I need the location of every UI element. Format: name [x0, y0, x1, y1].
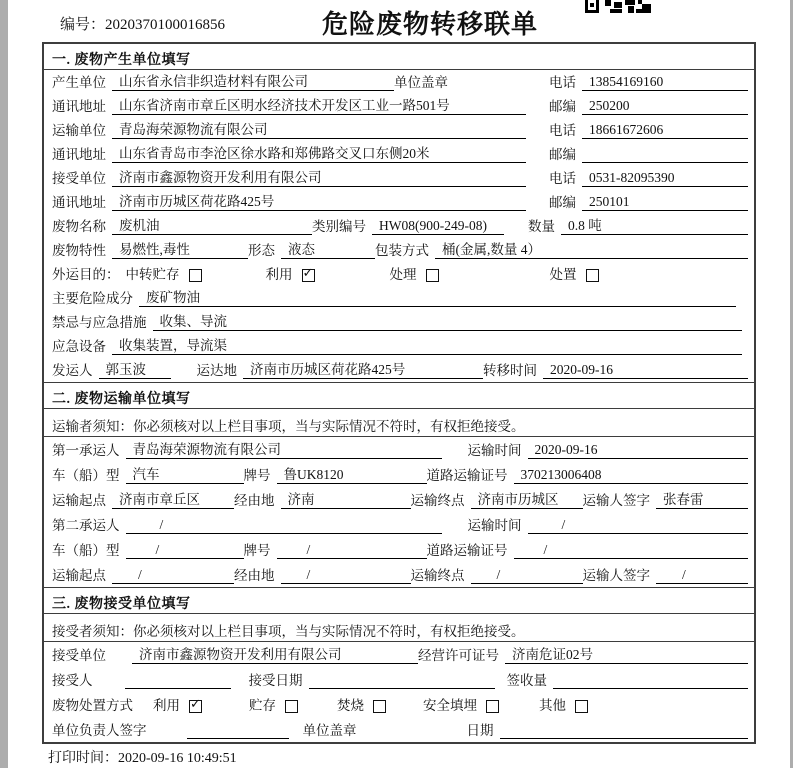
field-value: 收集、导流 — [153, 314, 743, 331]
checkbox-option — [153, 698, 249, 714]
section-2-header: 二. 废物运输单位填写 — [44, 383, 754, 409]
form-row — [44, 142, 754, 166]
section-3-header: 三. 废物接受单位填写 — [44, 588, 754, 614]
field-label: 主要危险成分 — [52, 291, 133, 306]
form-row — [44, 286, 754, 310]
field-label: 产生单位 — [52, 75, 106, 90]
checkbox-unchecked-icon — [189, 269, 202, 282]
field-value: 370213006408 — [514, 467, 749, 484]
checkbox-option — [423, 698, 539, 714]
checkbox-option — [539, 698, 748, 714]
section-2 — [44, 382, 754, 587]
field-value: 废矿物油 — [139, 290, 736, 307]
page-left-margin — [0, 0, 8, 768]
field-label: 运输起点 — [52, 568, 106, 583]
field-value — [500, 723, 749, 739]
field-value: 青岛海荣源物流有限公司 — [112, 122, 526, 139]
check-mark-icon: ✓ — [190, 696, 201, 712]
field-value: / — [656, 567, 748, 584]
field-value: / — [277, 542, 427, 559]
form-row — [44, 238, 754, 262]
field-value: / — [112, 567, 234, 584]
field-value: / — [514, 542, 749, 559]
form-row — [44, 667, 754, 692]
field-label: 外运目的： — [52, 267, 120, 282]
field-label: 废物特性 — [52, 243, 106, 258]
checkbox-unchecked-icon — [575, 700, 588, 713]
field-value: / — [281, 567, 411, 584]
field-label: 转移时间 — [483, 363, 537, 378]
form-row — [44, 70, 754, 94]
scrollbar-track[interactable] — [790, 0, 793, 768]
checkbox-option — [550, 267, 749, 283]
section-3-notice: 接受者须知：你必须核对以上栏目事项，当与实际情况不符时，有权拒绝接受。 — [44, 614, 754, 642]
section-1-header: 一. 废物产生单位填写 — [44, 44, 754, 70]
qr-code-fragment — [585, 0, 651, 13]
field-label: 日期 — [466, 723, 494, 738]
field-label: 道路运输证号 — [426, 543, 508, 558]
field-value: 收集装置，导流渠 — [112, 338, 742, 355]
checkbox-unchecked-icon — [586, 269, 599, 282]
checkbox-label: 利用 — [265, 267, 293, 282]
checkbox-unchecked-icon — [426, 269, 439, 282]
field-label: 签收量 — [506, 673, 547, 688]
field-value: 250200 — [582, 98, 748, 115]
form-row — [44, 118, 754, 142]
checkbox-label: 贮存 — [249, 698, 276, 713]
checkbox-option — [337, 698, 423, 714]
field-label: 运输单位 — [52, 123, 106, 138]
section-2-notice: 运输者须知：你必须核对以上栏目事项，当与实际情况不符时，有权拒绝接受。 — [44, 409, 754, 437]
field-label: 牌号 — [243, 468, 271, 483]
field-label: 电话 — [549, 123, 576, 138]
field-value — [187, 723, 289, 739]
field-value — [309, 673, 495, 689]
field-label: 通讯地址 — [52, 147, 106, 162]
field-label: 运输人签字 — [582, 568, 650, 583]
form-row — [44, 487, 754, 512]
field-value: 山东省永信非织造材料有限公司 — [112, 74, 394, 91]
field-label: 运达地 — [196, 363, 237, 378]
field-label: 单位负责人签字 — [52, 723, 147, 738]
field-label: 邮编 — [549, 99, 576, 114]
field-value: 13854169160 — [582, 74, 748, 91]
field-label: 邮编 — [549, 195, 576, 210]
field-value: 山东省青岛市李沧区徐水路和郑佛路交叉口东侧20米 — [112, 146, 526, 163]
field-value: 250101 — [582, 194, 748, 211]
field-value: 郭玉波 — [99, 362, 171, 379]
field-value: 山东省济南市章丘区明水经济技术开发区工业一路501号 — [112, 98, 526, 115]
field-label: 包装方式 — [375, 243, 429, 258]
field-value: 液态 — [281, 242, 375, 259]
field-label: 接受单位 — [52, 648, 106, 663]
form-row — [44, 262, 754, 286]
field-value: 济南市章丘区 — [112, 492, 234, 509]
section-3 — [44, 587, 754, 742]
field-label: 接受日期 — [248, 673, 303, 688]
field-value: 2020-09-16 — [528, 442, 749, 459]
checkbox-unchecked-icon — [373, 700, 386, 713]
field-label: 电话 — [549, 75, 576, 90]
check-mark-icon: ✓ — [302, 265, 314, 281]
checkbox-unchecked-icon — [285, 700, 298, 713]
field-label: 应急设备 — [52, 339, 106, 354]
field-value — [553, 673, 748, 689]
field-label: 数量 — [528, 219, 555, 234]
field-value: 济南市历城区 — [471, 492, 583, 509]
static-label: 单位盖章 — [302, 723, 357, 738]
manifest-form — [42, 42, 756, 744]
form-row — [44, 642, 754, 667]
field-value: 0531-82095390 — [582, 170, 748, 187]
field-value: / — [528, 517, 749, 534]
field-value: / — [126, 542, 244, 559]
form-row — [44, 214, 754, 238]
field-label: 运输人签字 — [582, 493, 650, 508]
checkbox-checked-icon — [302, 265, 315, 282]
checkbox-option — [126, 267, 266, 283]
page-title: 危险废物转移联单 — [322, 10, 539, 39]
field-value: / — [471, 567, 583, 584]
field-label: 电话 — [549, 171, 576, 186]
field-label: 接受人 — [52, 673, 93, 688]
checkbox-option — [266, 267, 390, 283]
checkbox-label: 其他 — [539, 698, 566, 713]
field-label: 运输终点 — [410, 493, 465, 508]
field-value: 鲁UK8120 — [277, 467, 427, 484]
checkbox-label: 处置 — [549, 267, 577, 282]
field-value — [582, 147, 748, 163]
field-label: 发运人 — [52, 363, 93, 378]
form-row — [44, 166, 754, 190]
section-1 — [44, 44, 754, 382]
print-time-label: 打印时间： — [48, 751, 118, 766]
field-label: 禁忌与应急措施 — [52, 315, 147, 330]
field-value: 桶(金属,数量 4） — [435, 242, 748, 259]
field-value: 易燃性,毒性 — [112, 242, 248, 259]
field-label: 通讯地址 — [52, 99, 106, 114]
checkbox-unchecked-icon — [486, 700, 499, 713]
field-label: 牌号 — [243, 543, 271, 558]
field-value: 济南市历城区荷花路425号 — [112, 194, 526, 211]
field-value: 青岛海荣源物流有限公司 — [126, 442, 442, 459]
doc-number — [60, 13, 225, 34]
field-value: 0.8 吨 — [561, 218, 748, 235]
doc-number-label: 编号： — [60, 17, 106, 33]
form-row — [44, 94, 754, 118]
field-label: 接受单位 — [52, 171, 106, 186]
document-header — [0, 0, 796, 42]
field-label: 运输时间 — [467, 443, 522, 458]
field-label: 第一承运人 — [52, 443, 120, 458]
field-label: 形态 — [248, 243, 275, 258]
static-label: 单位盖章 — [394, 75, 448, 90]
checkbox-label: 处理 — [389, 267, 417, 282]
field-label: 废物处置方式 — [52, 698, 133, 713]
checkbox-label: 安全填埋 — [423, 698, 477, 713]
field-value: 济南市鑫源物资开发利用有限公司 — [132, 647, 418, 664]
checkbox-label: 中转贮存 — [125, 267, 180, 282]
print-time — [48, 747, 237, 767]
field-label: 车（船）型 — [52, 543, 120, 558]
form-row — [44, 310, 754, 334]
checkbox-label: 焚烧 — [337, 698, 364, 713]
field-label: 邮编 — [549, 147, 576, 162]
field-label: 经由地 — [234, 568, 275, 583]
field-value: / — [126, 517, 442, 534]
form-row — [44, 462, 754, 487]
form-row — [44, 537, 754, 562]
field-value: 2020-09-16 — [543, 362, 748, 379]
field-value — [125, 673, 231, 689]
field-label: 车（船）型 — [52, 468, 120, 483]
field-value: 济南 — [281, 492, 411, 509]
field-label: 通讯地址 — [52, 195, 106, 210]
form-row — [44, 358, 754, 382]
field-value: 济南市鑫源物资开发利用有限公司 — [112, 170, 526, 187]
form-row — [44, 562, 754, 587]
field-label: 经营许可证号 — [418, 648, 499, 663]
field-label: 运输终点 — [410, 568, 465, 583]
checkbox-option — [390, 267, 550, 283]
field-value: 济南市历城区荷花路425号 — [243, 362, 483, 379]
field-value: HW08(900-249-08) — [372, 218, 504, 235]
form-row — [44, 512, 754, 537]
print-time-value: 2020-09-16 10:49:51 — [118, 751, 237, 766]
field-label: 运输起点 — [52, 493, 106, 508]
field-label: 第二承运人 — [52, 518, 120, 533]
doc-number-value: 2020370100016856 — [105, 17, 226, 33]
field-value: 18661672606 — [582, 122, 748, 139]
form-row — [44, 334, 754, 358]
field-label: 废物名称 — [52, 219, 106, 234]
field-value: 汽车 — [126, 467, 244, 484]
form-row — [44, 717, 754, 742]
form-row — [44, 190, 754, 214]
field-value: 济南危证02号 — [505, 647, 748, 664]
checkbox-label: 利用 — [153, 698, 180, 713]
field-label: 类别编号 — [312, 219, 366, 234]
field-label: 运输时间 — [467, 518, 522, 533]
field-label: 经由地 — [234, 493, 275, 508]
checkbox-option — [249, 698, 337, 714]
field-value: 废机油 — [112, 218, 312, 235]
form-row — [44, 437, 754, 462]
checkbox-checked-icon — [189, 696, 202, 713]
form-row — [44, 692, 754, 717]
field-label: 道路运输证号 — [426, 468, 508, 483]
field-value: 张春雷 — [656, 492, 748, 509]
